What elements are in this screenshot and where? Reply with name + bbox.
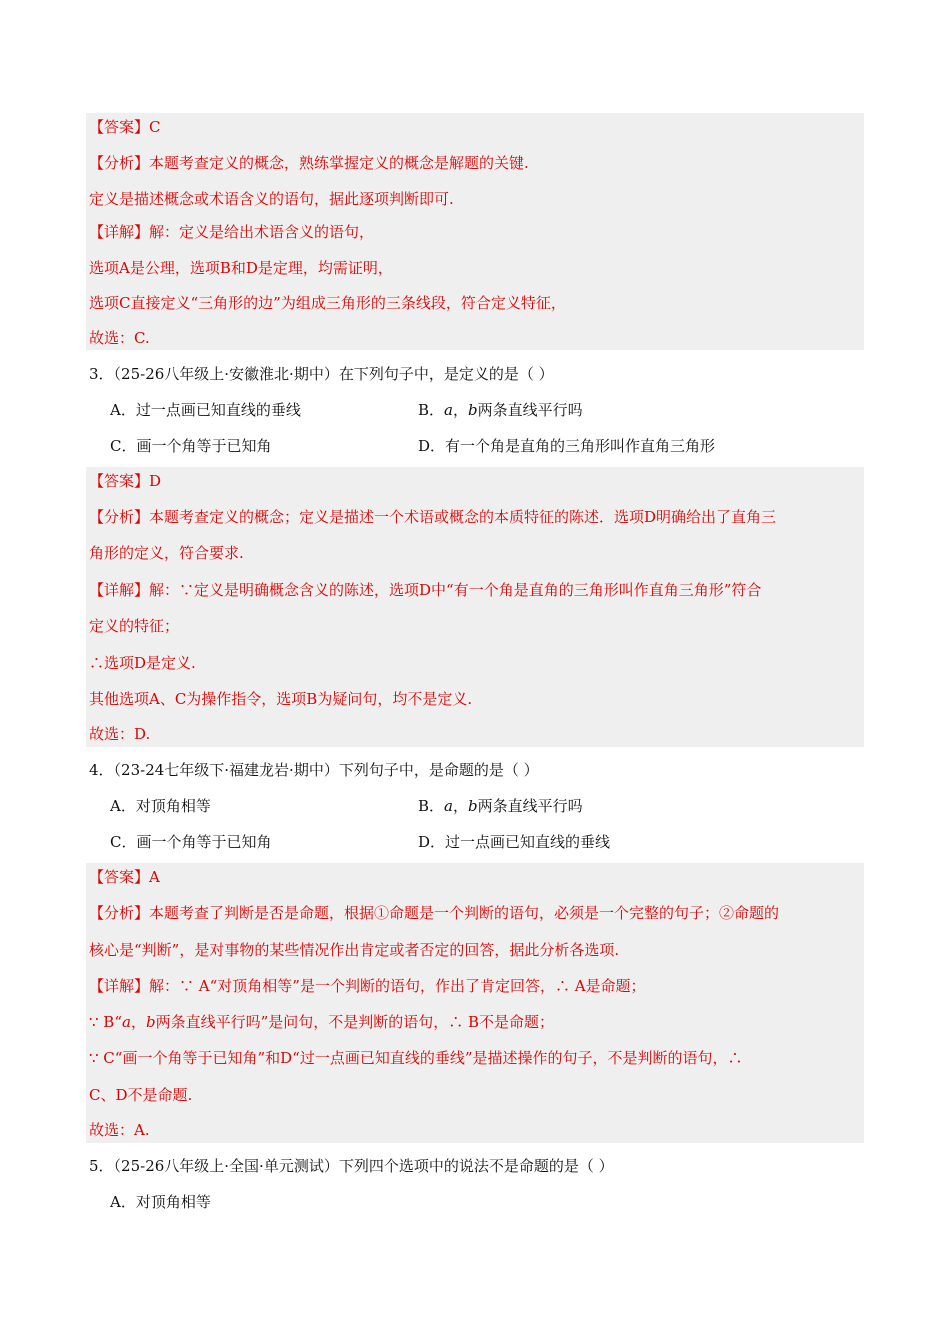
question-3-stem: 3．（25-26八年级上·安徽淮北·期中）在下列句子中，是定义的是（ ）	[89, 365, 554, 383]
separator: ，	[452, 401, 468, 419]
result-line: 故选：C.	[89, 329, 150, 347]
detail-line-3: ∴选项D是定义.	[89, 654, 196, 672]
question-4-stem: 4．（23-24七年级下·福建龙岩·期中）下列句子中，是命题的是（ ）	[89, 761, 539, 779]
option-b-text: 两条直线平行吗	[477, 401, 583, 419]
detail-2-prefix: ∵ B“	[89, 1013, 123, 1031]
option-b-text: 两条直线平行吗	[477, 797, 583, 815]
detail-line: 【详解】解：∵ A“对顶角相等”是一个判断的语句，作出了肯定回答，∴ A是命题；	[89, 977, 646, 995]
question-4-option-c: C．画一个角等于已知角	[110, 833, 272, 851]
analysis-line: 【分析】本题考查定义的概念，熟练掌握定义的概念是解题的关键.	[89, 154, 529, 172]
detail-line: 【详解】解：∵定义是明确概念含义的陈述，选项D中“有一个角是直角的三角形叫作直角三角形”符合	[89, 581, 762, 599]
question-3-option-a: A．过一点画已知直线的垂线	[110, 401, 301, 419]
detail-line-3: ∵ C“画一个角等于已知角”和D“过一点画已知直线的垂线”是描述操作的句子，不是判断的语句，∴	[89, 1049, 743, 1067]
analysis-line-2: 定义是描述概念或术语含义的语句，据此逐项判断即可.	[89, 190, 454, 208]
analysis-line-2: 核心是“判断”，是对事物的某些情况作出肯定或者否定的回答，据此分析各选项.	[89, 941, 620, 959]
result-line: 故选：D.	[89, 725, 151, 743]
result-line: 故选：A.	[89, 1121, 150, 1139]
detail-line-2: 定义的特征；	[89, 617, 180, 635]
answer-line: 【答案】C	[89, 118, 161, 136]
detail-line-2	[89, 1012, 554, 1032]
variable-a: a	[444, 797, 453, 815]
separator: ，	[452, 797, 468, 815]
question-3-option-b	[418, 400, 583, 420]
detail-line-3: 选项C直接定义“三角形的边”为组成三角形的三条线段，符合定义特征，	[89, 294, 566, 312]
analysis-line-2: 角形的定义，符合要求.	[89, 544, 244, 562]
question-4-option-d: D．过一点画已知直线的垂线	[418, 833, 611, 851]
detail-line-4: C、D不是命题.	[89, 1086, 193, 1104]
variable-b: b	[468, 401, 478, 419]
variable-a: a	[444, 401, 453, 419]
option-b-prefix: B．	[418, 401, 445, 419]
detail-line: 【详解】解：定义是给出术语含义的语句，	[89, 223, 375, 241]
detail-line-4: 其他选项A、C为操作指令，选项B为疑问句，均不是定义.	[89, 690, 473, 708]
detail-line-2: 选项A是公理，选项B和D是定理，均需证明，	[89, 259, 393, 277]
question-5-option-a: A．对顶角相等	[110, 1193, 211, 1211]
variable-a: a	[122, 1013, 131, 1031]
separator: ，	[130, 1013, 146, 1031]
question-3-option-d: D．有一个角是直角的三角形叫作直角三角形	[418, 437, 716, 455]
analysis-line: 【分析】本题考查了判断是否是命题，根据①命题是一个判断的语句，必须是一个完整的句子；②命题的	[89, 904, 780, 922]
variable-b: b	[468, 797, 478, 815]
analysis-line: 【分析】本题考查定义的概念；定义是描述一个术语或概念的本质特征的陈述．选项D明确给出了直角三	[89, 508, 777, 526]
variable-b: b	[145, 1013, 156, 1031]
question-3-option-c: C．画一个角等于已知角	[110, 437, 272, 455]
question-4-option-b	[418, 796, 583, 816]
detail-2-text: 两条直线平行吗”是问句，不是判断的语句，∴ B不是命题；	[155, 1013, 555, 1031]
question-4-option-a: A．对顶角相等	[110, 797, 211, 815]
answer-line: 【答案】D	[89, 472, 162, 490]
option-b-prefix: B．	[418, 797, 445, 815]
question-5-stem: 5．（25-26八年级上·全国·单元测试）下列四个选项中的说法不是命题的是（ ）	[89, 1157, 614, 1175]
answer-line: 【答案】A	[89, 868, 160, 886]
